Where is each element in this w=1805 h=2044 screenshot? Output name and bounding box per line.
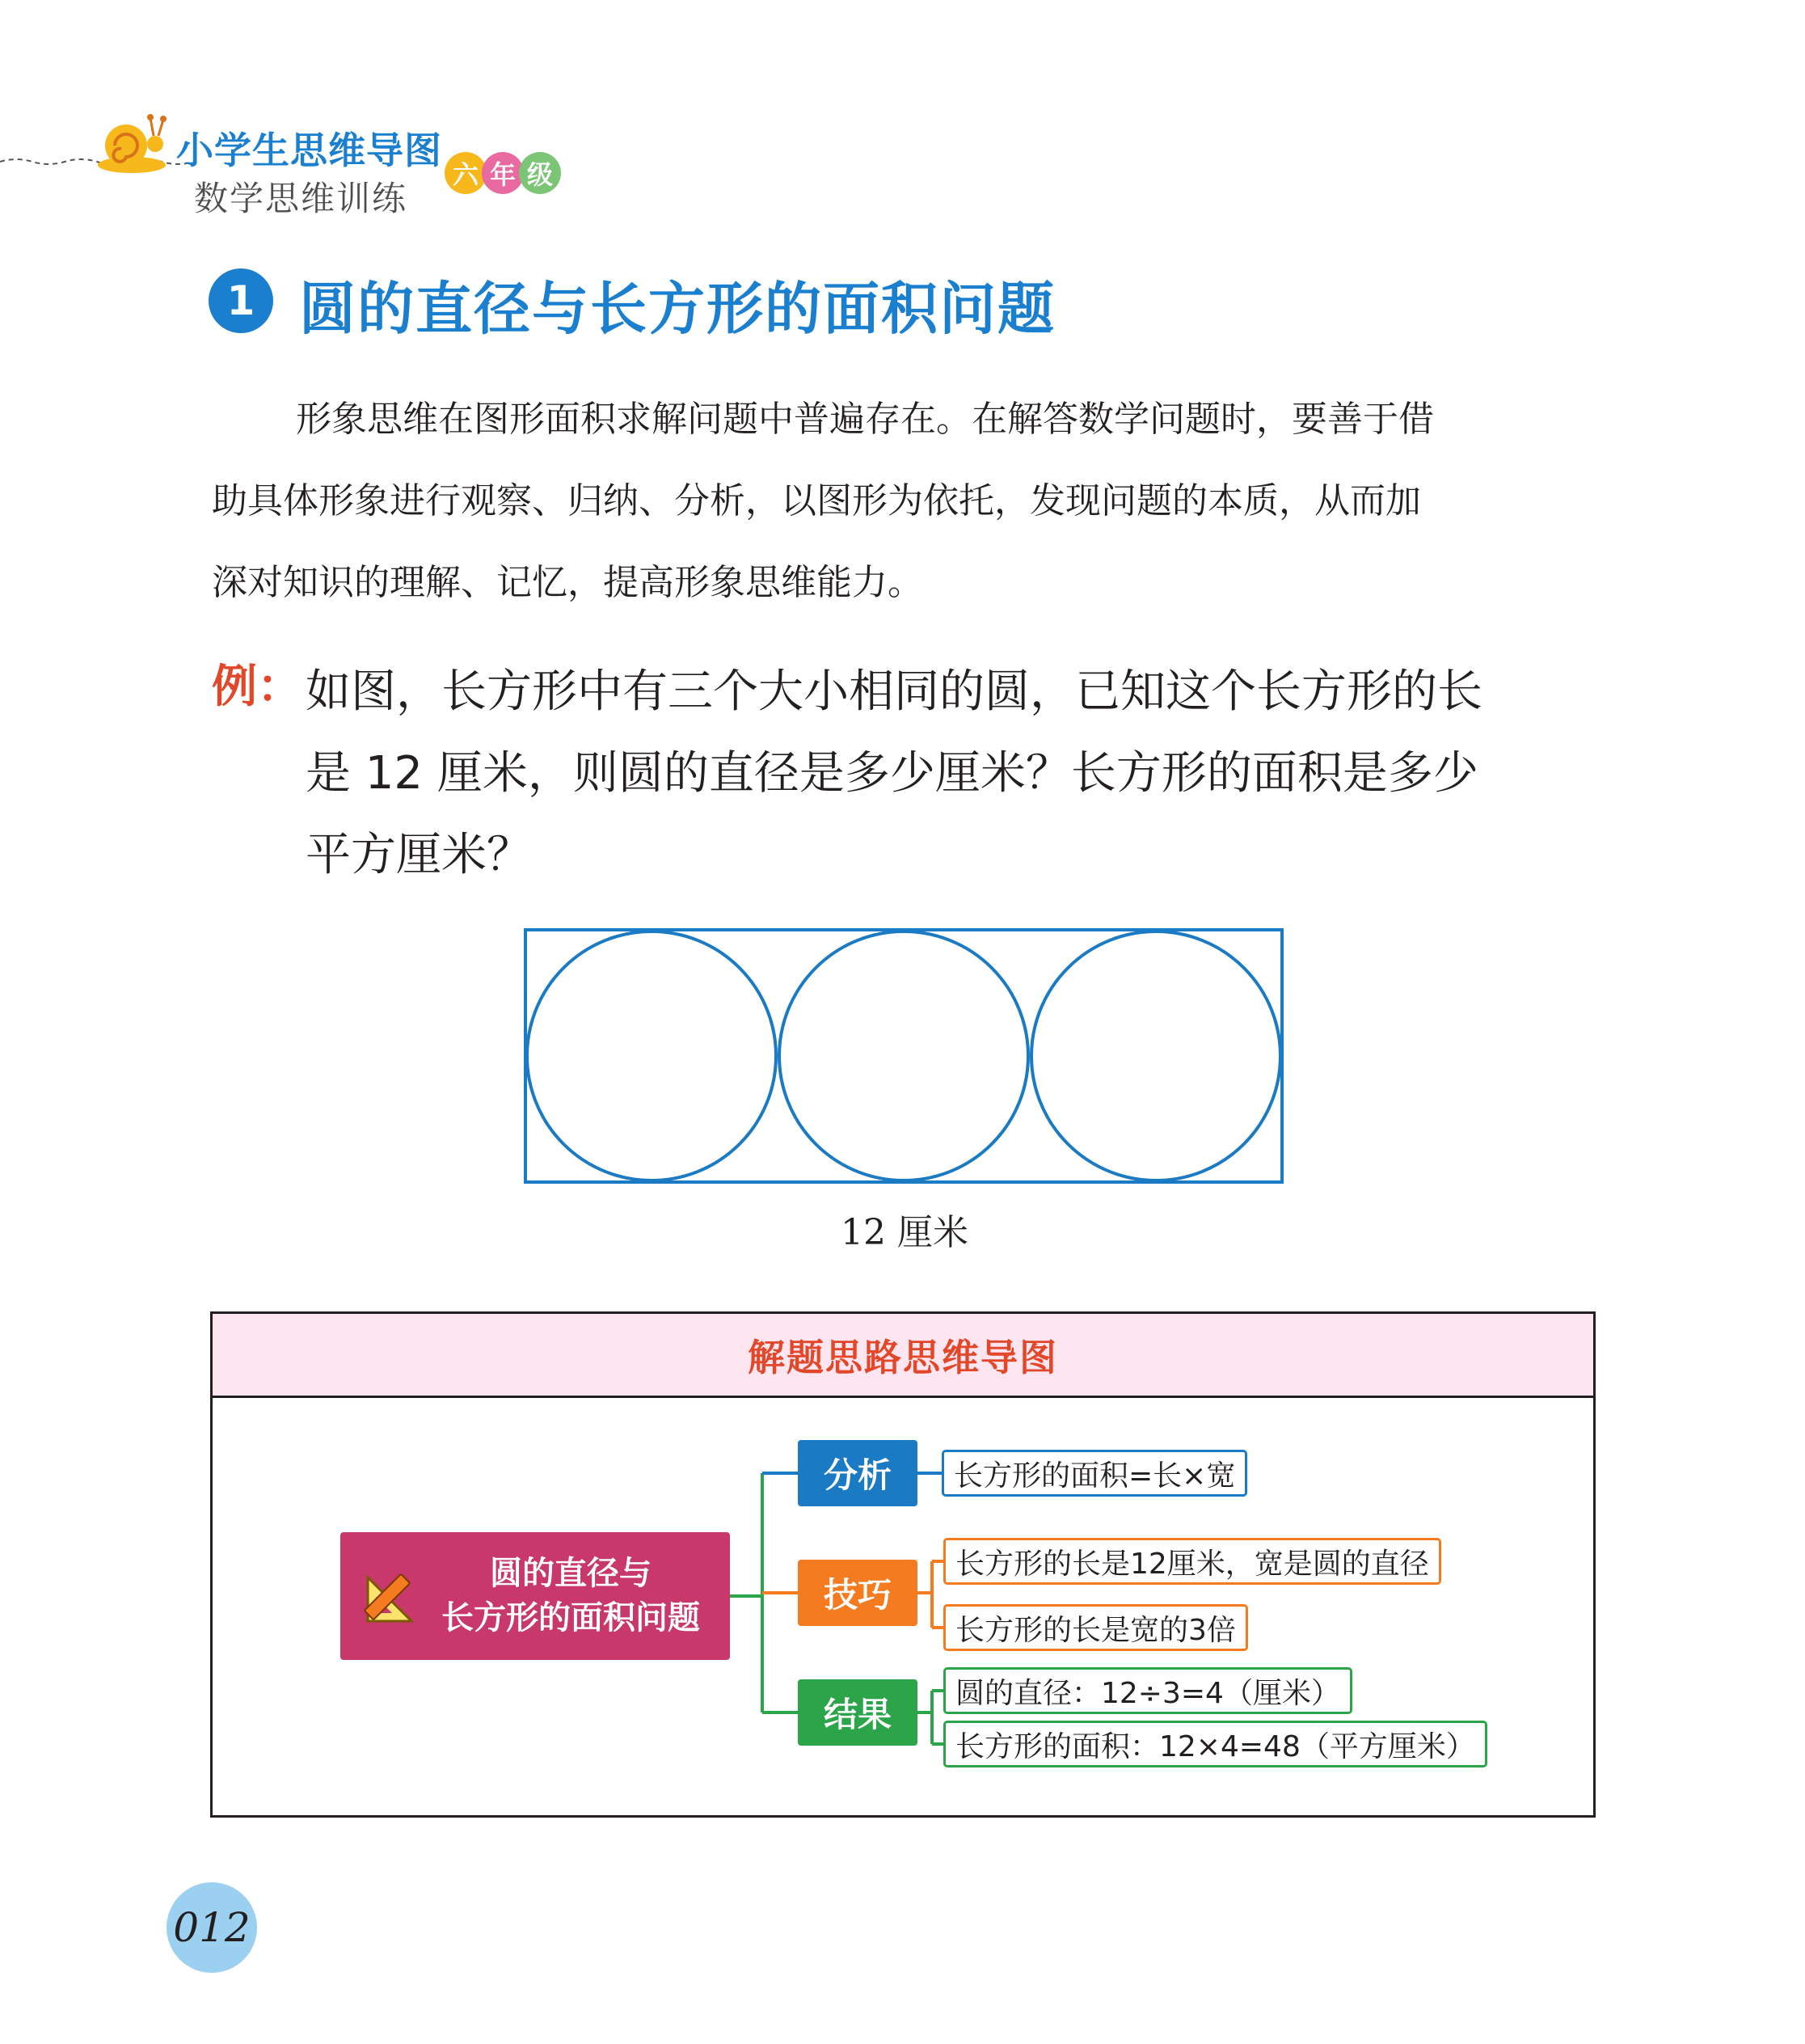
intro-paragraph xyxy=(212,378,1609,623)
series-subtitle: 数学思维训练 xyxy=(194,179,408,218)
figure-length-label: 12 厘米 xyxy=(841,1212,968,1253)
mindmap-title: 解题思路思维导图 xyxy=(748,1335,1058,1379)
intro-line: 助具体形象进行观察、归纳、分析，以图形为依托，发现问题的本质，从而加 xyxy=(212,480,1421,522)
mindmap-root-node xyxy=(340,1532,730,1660)
root-line: 长方形的面积问题 xyxy=(441,1599,700,1636)
root-line: 圆的直径与 xyxy=(490,1555,652,1592)
intro-line: 深对知识的理解、记忆，提高形象思维能力。 xyxy=(212,562,923,603)
figure-circle xyxy=(527,931,776,1180)
example-line: 如图，长方形中有三个大小相同的圆，已知这个长方形的长 xyxy=(306,665,1482,718)
mindmap-root-text xyxy=(421,1552,720,1641)
leaf-result-2: 长方形的面积：12×4=48（平方厘米） xyxy=(943,1721,1487,1767)
series-title: 小学生思维导图 xyxy=(176,129,442,172)
rectangle-circles-figure xyxy=(524,928,1284,1187)
grade-badges xyxy=(445,152,556,194)
snail-icon xyxy=(95,112,168,176)
branch-result: 结果 xyxy=(798,1679,917,1746)
figure-circle xyxy=(1031,931,1280,1180)
example-line: 平方厘米？ xyxy=(306,829,532,881)
example-text xyxy=(306,651,1615,896)
figure-rectangle xyxy=(525,930,1282,1182)
section-title: 圆的直径与长方形的面积问题 xyxy=(299,276,1056,342)
leaf-result-1: 圆的直径：12÷3=4（厘米） xyxy=(943,1667,1352,1714)
grade-badge: 级 xyxy=(519,152,561,194)
branch-analysis: 分析 xyxy=(798,1440,917,1506)
branch-technique: 技巧 xyxy=(798,1560,917,1626)
leaf-technique-2: 长方形的长是宽的3倍 xyxy=(943,1604,1248,1651)
section-number-badge: 1 xyxy=(209,268,273,333)
leaf-analysis-1: 长方形的面积=长×宽 xyxy=(942,1450,1247,1497)
mindmap-box xyxy=(210,1311,1596,1818)
example-line: 是 12 厘米，则圆的直径是多少厘米？长方形的面积是多少 xyxy=(306,747,1478,800)
intro-line: 形象思维在图形面积求解问题中普遍存在。在解答数学问题时，要善于借 xyxy=(296,399,1434,440)
example-label: 例： xyxy=(212,661,302,713)
leaf-technique-1: 长方形的长是12厘米，宽是圆的直径 xyxy=(943,1538,1441,1585)
figure-circle xyxy=(779,931,1028,1180)
page-number: 012 xyxy=(167,1882,257,1973)
grade-badge: 六 xyxy=(445,152,487,194)
grade-badge: 年 xyxy=(482,152,524,194)
ruler-triangle-icon xyxy=(363,1569,420,1626)
